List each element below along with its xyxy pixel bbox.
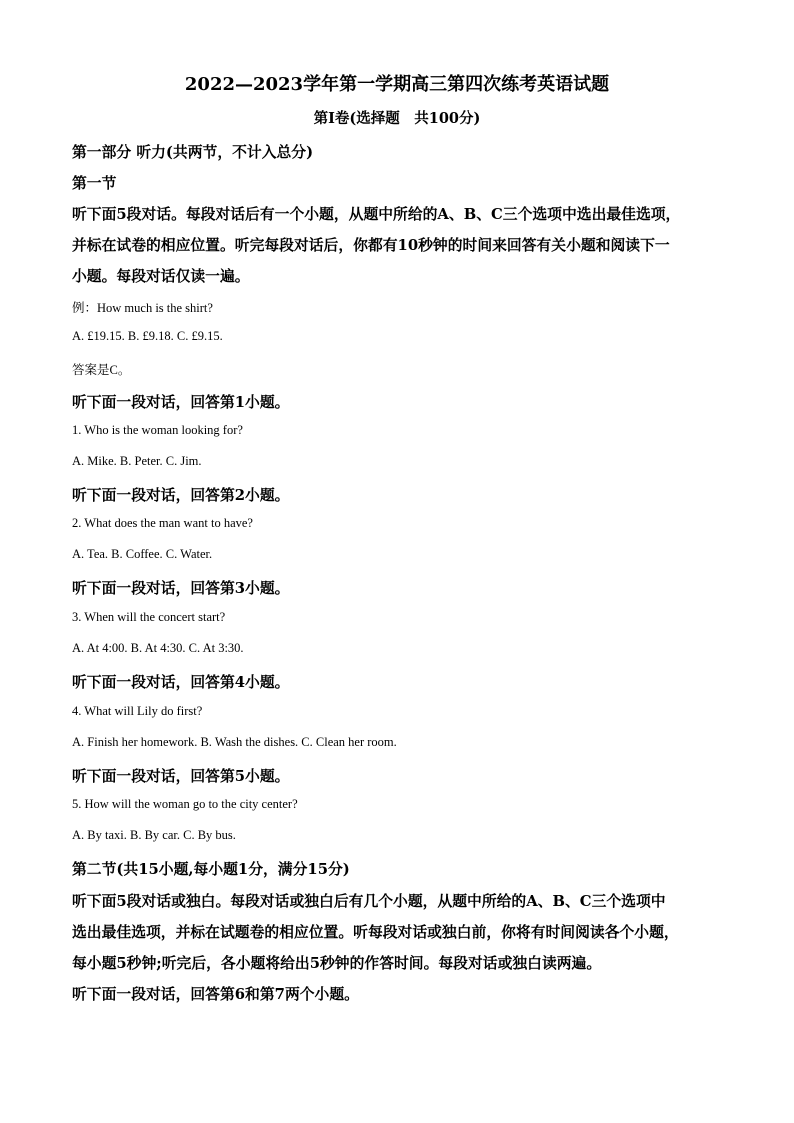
- part-heading: 第一部分 听力(共两节，不计入总分): [72, 144, 314, 161]
- question-heading: 听下面一段对话，回答第2小题。: [72, 487, 290, 504]
- page-title: 2022—2023学年第一学期高三第四次练考英语试题: [184, 74, 610, 95]
- question-options: A. By taxi. B. By car. C. By bus.: [72, 828, 236, 842]
- instruction-line: 听下面5段对话。每段对话后有一个小题，从题中所给的A、B、C三个选项中选出最佳选项，: [72, 206, 681, 223]
- instruction-line: 听下面5段对话或独白。每段对话或独白后有几个小题，从题中所给的A、B、C三个选项中: [72, 893, 666, 910]
- question-text: 4. What will Lily do first?: [72, 704, 203, 718]
- section-heading: 第二节(共15小题,每小题1分，满分15分): [72, 861, 350, 878]
- question-heading: 听下面一段对话，回答第4小题。: [72, 674, 290, 691]
- instruction-line: 选出最佳选项，并标在试题卷的相应位置。听每段对话或独白前，你将有时间阅读各个小题，: [72, 924, 679, 941]
- question-options: A. At 4:00. B. At 4:30. C. At 3:30.: [72, 641, 244, 655]
- example-answer: 答案是C。: [72, 363, 131, 377]
- question-heading: 听下面一段对话，回答第6和第7两个小题。: [72, 986, 359, 1003]
- example-question: 例：How much is the shirt?: [72, 301, 213, 315]
- question-text: 2. What does the man want to have?: [72, 516, 253, 530]
- question-text: 5. How will the woman go to the city center?: [72, 797, 298, 811]
- instruction-line: 小题。每段对话仅读一遍。: [72, 268, 250, 285]
- instruction-line: 每小题5秒钟;听完后，各小题将给出5秒钟的作答时间。每段对话或独白读两遍。: [72, 955, 602, 972]
- question-heading: 听下面一段对话，回答第3小题。: [72, 580, 290, 597]
- question-options: A. Tea. B. Coffee. C. Water.: [72, 547, 213, 561]
- question-heading: 听下面一段对话，回答第1小题。: [72, 394, 290, 411]
- example-options: A. £19.15. B. £9.18. C. £9.15.: [72, 329, 223, 343]
- instruction-line: 并标在试卷的相应位置。听完每段对话后，你都有10秒钟的时间来回答有关小题和阅读下一: [72, 237, 670, 254]
- question-text: 3. When will the concert start?: [72, 610, 226, 624]
- question-heading: 听下面一段对话，回答第5小题。: [72, 768, 290, 785]
- section-heading: 第一节: [72, 175, 117, 192]
- question-options: A. Finish her homework. B. Wash the dishes. C. Clean her room.: [72, 735, 397, 749]
- page-subtitle: 第Ⅰ卷(选择题 共100分): [313, 110, 481, 127]
- question-options: A. Mike. B. Peter. C. Jim.: [72, 454, 202, 468]
- question-text: 1. Who is the woman looking for?: [72, 423, 243, 437]
